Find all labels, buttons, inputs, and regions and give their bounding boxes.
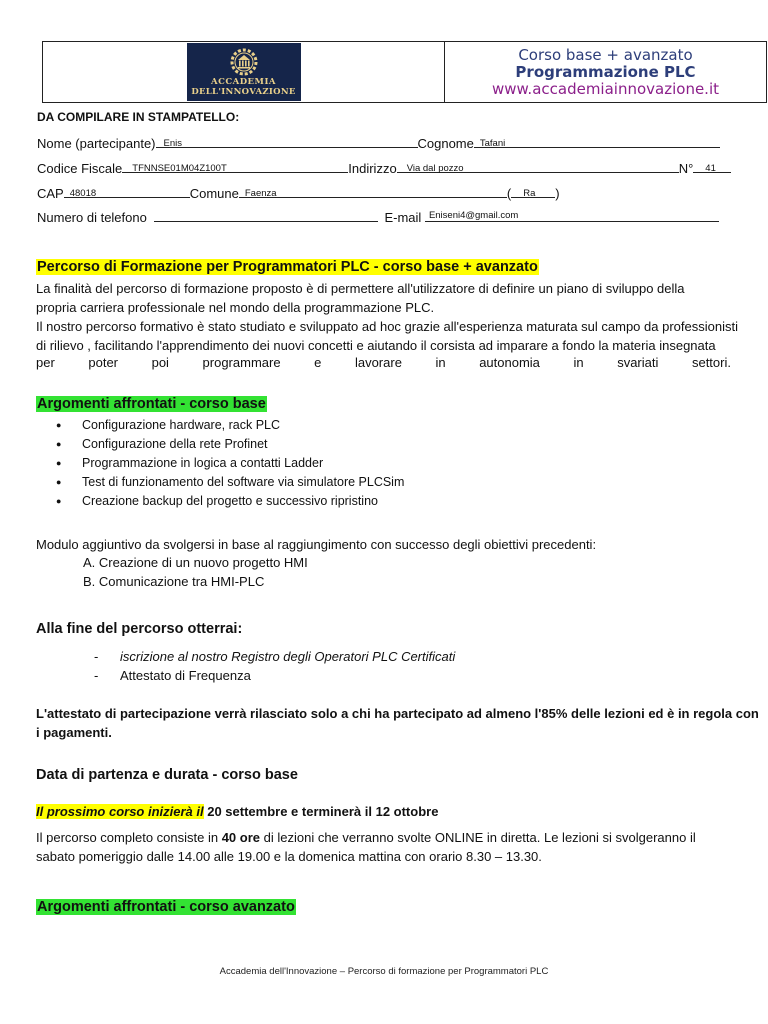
intro-p1-line1: La finalità del percorso di formazione proposto è di permettere all'utilizzatore di definire un piano di sviluppo della: [36, 281, 685, 296]
indirizzo-value: Via dal pozzo: [406, 163, 464, 174]
nome-field[interactable]: [156, 134, 418, 148]
module-text: Modulo aggiuntivo da svolgersi in base al raggiungimento con successo degli obiettivi precedenti:: [36, 537, 597, 552]
dates-hours: 40 ore: [221, 830, 261, 845]
indirizzo-field[interactable]: [397, 159, 679, 173]
list-item: ● Configurazione hardware, rack PLC: [36, 416, 404, 435]
justified-word: in: [435, 355, 446, 370]
email-label: E-mail: [384, 210, 422, 225]
intro-paragraph-1: [36, 279, 738, 355]
numero-field[interactable]: [693, 159, 731, 173]
justified-word: poter: [88, 355, 119, 370]
justified-word: per: [36, 355, 55, 370]
next-course-label: Il prossimo corso inizierà il: [36, 804, 204, 819]
indirizzo-label: Indirizzo: [348, 161, 397, 176]
comune-field[interactable]: [239, 184, 507, 198]
list-item: - iscrizione al nostro Registro degli Operatori PLC Certificati: [94, 649, 456, 664]
base-topics-heading: Argomenti affrontati - corso base: [37, 396, 266, 412]
next-course-dates: 20 settembre e terminerà il 12 ottobre: [207, 804, 439, 819]
outcome-list: [94, 647, 455, 685]
prov-close: ): [555, 186, 560, 201]
justified-word: lavorare: [354, 355, 402, 370]
nome-label: Nome (partecipante): [37, 136, 156, 151]
prov-value: Ra: [523, 188, 536, 199]
list-item: ● Creazione backup del progetto e successivo ripristino: [36, 492, 404, 511]
list-item: A. Creazione di un nuovo progetto HMI: [83, 555, 308, 570]
header-box: [42, 41, 767, 103]
header-title-cell: [445, 42, 766, 102]
intro-p2-line3: [36, 355, 731, 370]
email-field[interactable]: [425, 208, 719, 222]
outcome-note: [36, 704, 759, 742]
intro-heading: Percorso di Formazione per Programmatori PLC - corso base + avanzato: [37, 259, 538, 275]
comune-label: Comune: [189, 186, 239, 201]
comune-value: Faenza: [244, 188, 277, 199]
next-course-line: [36, 804, 438, 819]
justified-word: svariati: [617, 355, 659, 370]
form-row-cap: [37, 184, 560, 201]
justified-word: settori.: [691, 355, 731, 370]
justified-word: in: [573, 355, 584, 370]
prov-field[interactable]: [511, 184, 555, 198]
dates-paragraph: [36, 828, 696, 866]
justified-word: poi: [151, 355, 169, 370]
justified-word: programmare: [202, 355, 281, 370]
dates-heading: Data di partenza e durata - corso base: [36, 767, 298, 783]
dates-line1: [36, 828, 696, 847]
form-row-telefono: [37, 208, 719, 225]
header-course-line: Corso base + avanzato: [518, 45, 693, 64]
cf-field[interactable]: [122, 159, 348, 173]
page-footer: Accademia dell'Innovazione – Percorso di formazione per Programmatori PLC: [219, 966, 549, 977]
numero-value: 41: [705, 163, 716, 174]
telefono-field[interactable]: [154, 208, 378, 222]
list-item: - Attestato di Frequenza: [94, 668, 251, 683]
cognome-label: Cognome: [417, 136, 474, 151]
base-topics-list: [36, 416, 404, 511]
cap-value: 48018: [69, 188, 97, 199]
form-row-nome: [37, 134, 720, 151]
dates-line1-c: di lezioni che verranno svolte ONLINE in diretta. Le lezioni si svolgeranno il: [260, 830, 696, 845]
advanced-heading: Argomenti affrontati - corso avanzato: [37, 899, 295, 915]
dates-line1-a: Il percorso completo consiste in: [36, 830, 222, 845]
telefono-label: Numero di telefono: [37, 210, 147, 225]
list-item: B. Comunicazione tra HMI-PLC: [83, 574, 265, 589]
cap-label: CAP: [37, 186, 64, 201]
justified-word: autonomia: [479, 355, 540, 370]
form-row-cf: [37, 159, 731, 176]
module-list: [83, 553, 308, 591]
temple-gear-icon: [229, 47, 259, 77]
nome-value: Enis: [163, 138, 182, 149]
outcome-note-line1: L'attestato di partecipazione verrà rilasciato solo a chi ha partecipato ad almeno l'85% delle lezioni ed è in regola con: [36, 706, 759, 721]
header-logo-cell: [43, 42, 445, 102]
list-item: ● Configurazione della rete Profinet: [36, 435, 404, 454]
outcome-note-line2: i pagamenti.: [36, 725, 112, 740]
header-website-link[interactable]: www.accademiainnovazione.it: [492, 79, 719, 98]
cap-field[interactable]: [64, 184, 190, 198]
cf-value: TFNNSE01M04Z100T: [132, 163, 227, 174]
logo-text-1: ACCADEMIA: [210, 77, 277, 87]
intro-p2-line2: di rilievo , facilitando l'apprendimento dei nuovi concetti e aiutando il corsista ad imparare a fondo la materia insegnata: [36, 338, 716, 353]
intro-p1-line2: propria carriera professionale nel mondo della programmazione PLC.: [36, 300, 435, 315]
dates-line2: sabato pomeriggio dalle 14.00 alle 19.00 e la domenica mattina con orario 8.30 – 13.30.: [36, 849, 542, 864]
cognome-value: Tafani: [479, 138, 506, 149]
email-value: Eniseni4@gmail.com: [428, 210, 519, 221]
list-item: ● Test di funzionamento del software via simulatore PLCSim: [36, 473, 404, 492]
academy-logo: [187, 43, 301, 101]
justified-word: e: [314, 355, 322, 370]
prov-open: (: [506, 186, 512, 201]
cf-label: Codice Fiscale: [37, 161, 123, 176]
outcome-heading: Alla fine del percorso otterrai:: [36, 621, 243, 637]
outcome-item-2: Attestato di Frequenza: [120, 668, 251, 683]
numero-label: N°: [678, 161, 694, 176]
header-program-line: Programmazione PLC: [515, 62, 696, 81]
form-title: DA COMPILARE IN STAMPATELLO:: [37, 110, 240, 124]
logo-text-2: DELL'INNOVAZIONE: [191, 87, 296, 97]
intro-p2-line1: Il nostro percorso formativo è stato studiato e sviluppato ad hoc grazie all'esperienza maturata sul campo da professionisti: [36, 319, 738, 334]
list-item: ● Programmazione in logica a contatti Ladder: [36, 454, 404, 473]
cognome-field[interactable]: [474, 134, 720, 148]
outcome-item-1: iscrizione al nostro Registro degli Operatori PLC Certificati: [120, 649, 456, 664]
